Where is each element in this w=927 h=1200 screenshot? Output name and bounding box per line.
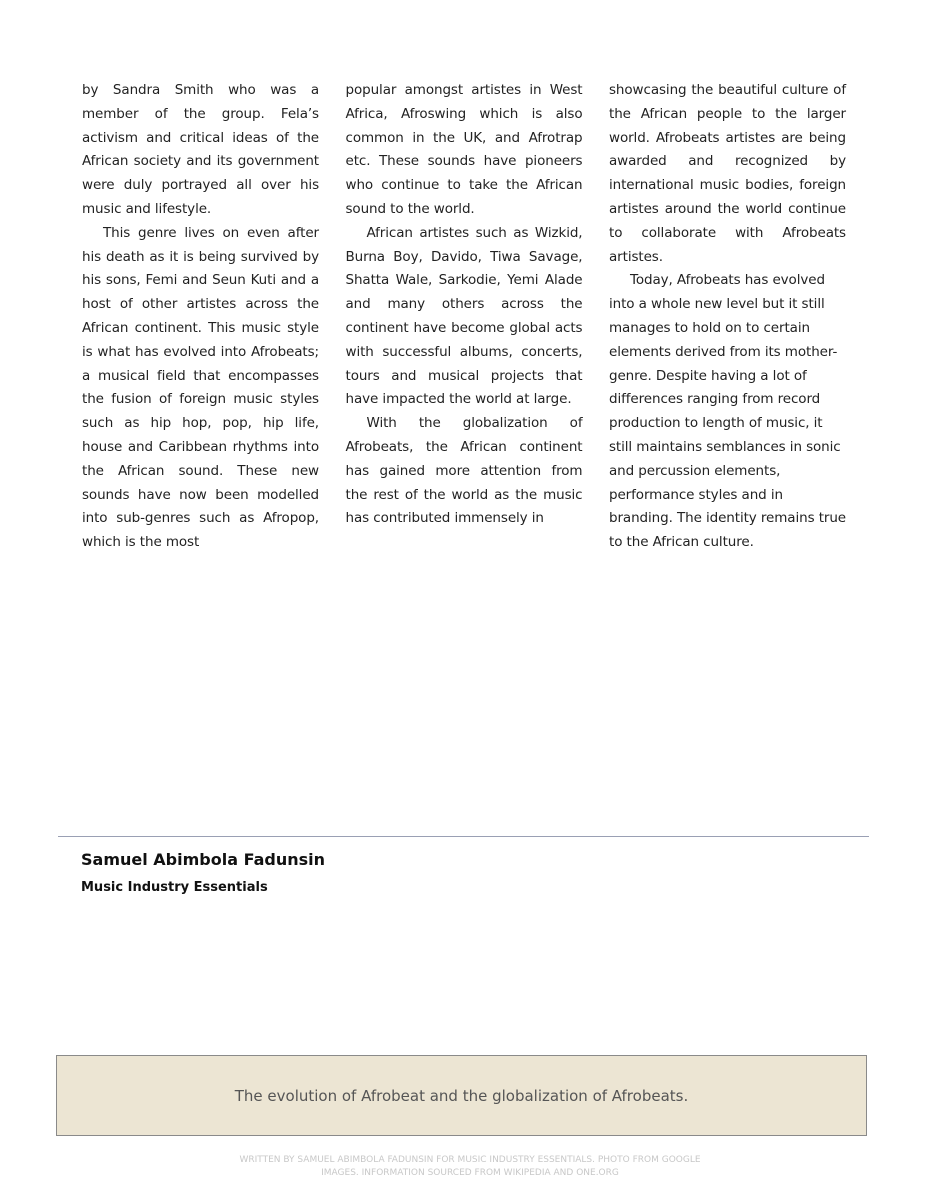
article-paragraph: popular amongst artistes in West Africa, Afroswing which is also common in the UK, and Afrotrap etc. These sounds have pioneers who continue to take the African sound to the world. xyxy=(345,82,583,217)
article-column-3 xyxy=(609,79,846,555)
article-column-1 xyxy=(82,79,319,555)
article-paragraph: Today, Afrobeats has evolved into a whole new level but it still manages to hold on to certain elements derived from its mother-genre. Despite having a lot of differences ranging from record production to length of music, it still maintains semblances in sonic and percussion elements, performance styles and in branding. The identity remains true to the African culture. xyxy=(609,272,846,551)
article-paragraph: With the globalization of Afrobeats, the African continent has gained more attention from the rest of the world as the music has contributed immensely in xyxy=(345,415,583,527)
footer-credit-line: IMAGES. INFORMATION SOURCED FROM WIKIPEDIA AND ONE.ORG xyxy=(321,1168,619,1178)
article-paragraph: by Sandra Smith who was a member of the group. Fela’s activism and critical ideas of the African society and its government were duly portrayed all over his music and lifestyle. xyxy=(82,82,319,217)
author-name: Samuel Abimbola Fadunsin xyxy=(81,850,325,869)
footer-credit xyxy=(220,1154,720,1180)
article-columns xyxy=(82,79,846,555)
caption-text: The evolution of Afrobeat and the globalization of Afrobeats. xyxy=(234,1086,689,1105)
article-column-2 xyxy=(346,79,583,555)
article-paragraph: African artistes such as Wizkid, Burna Boy, Davido, Tiwa Savage, Shatta Wale, Sarkodie, Yemi Alade and many others across the continent have become global acts with successful albums, concerts, tours and musical projects that have impacted the world at large. xyxy=(345,224,583,408)
article-paragraph: This genre lives on even after his death as it is being survived by his sons, Femi and Seun Kuti and a host of other artistes across the African continent. This music style is what has evolved into Afrobeats; a musical field that encompasses the fusion of foreign music styles such as hip hop, pop, hip life, house and Caribbean rhythms into the African sound. These new sounds have now been modelled into sub-genres such as Afropop, which is the most xyxy=(82,224,319,551)
caption-box xyxy=(56,1055,867,1136)
article-paragraph: showcasing the beautiful culture of the African people to the larger world. Afrobeats artistes are being awarded and recognized by international music bodies, foreign artistes around the world continue to collaborate with Afrobeats artistes. xyxy=(609,82,846,265)
section-divider xyxy=(58,836,869,837)
publication-name: Music Industry Essentials xyxy=(81,880,268,895)
footer-credit-line: WRITTEN BY SAMUEL ABIMBOLA FADUNSIN FOR MUSIC INDUSTRY ESSENTIALS. PHOTO FROM GOOGLE xyxy=(239,1155,701,1165)
